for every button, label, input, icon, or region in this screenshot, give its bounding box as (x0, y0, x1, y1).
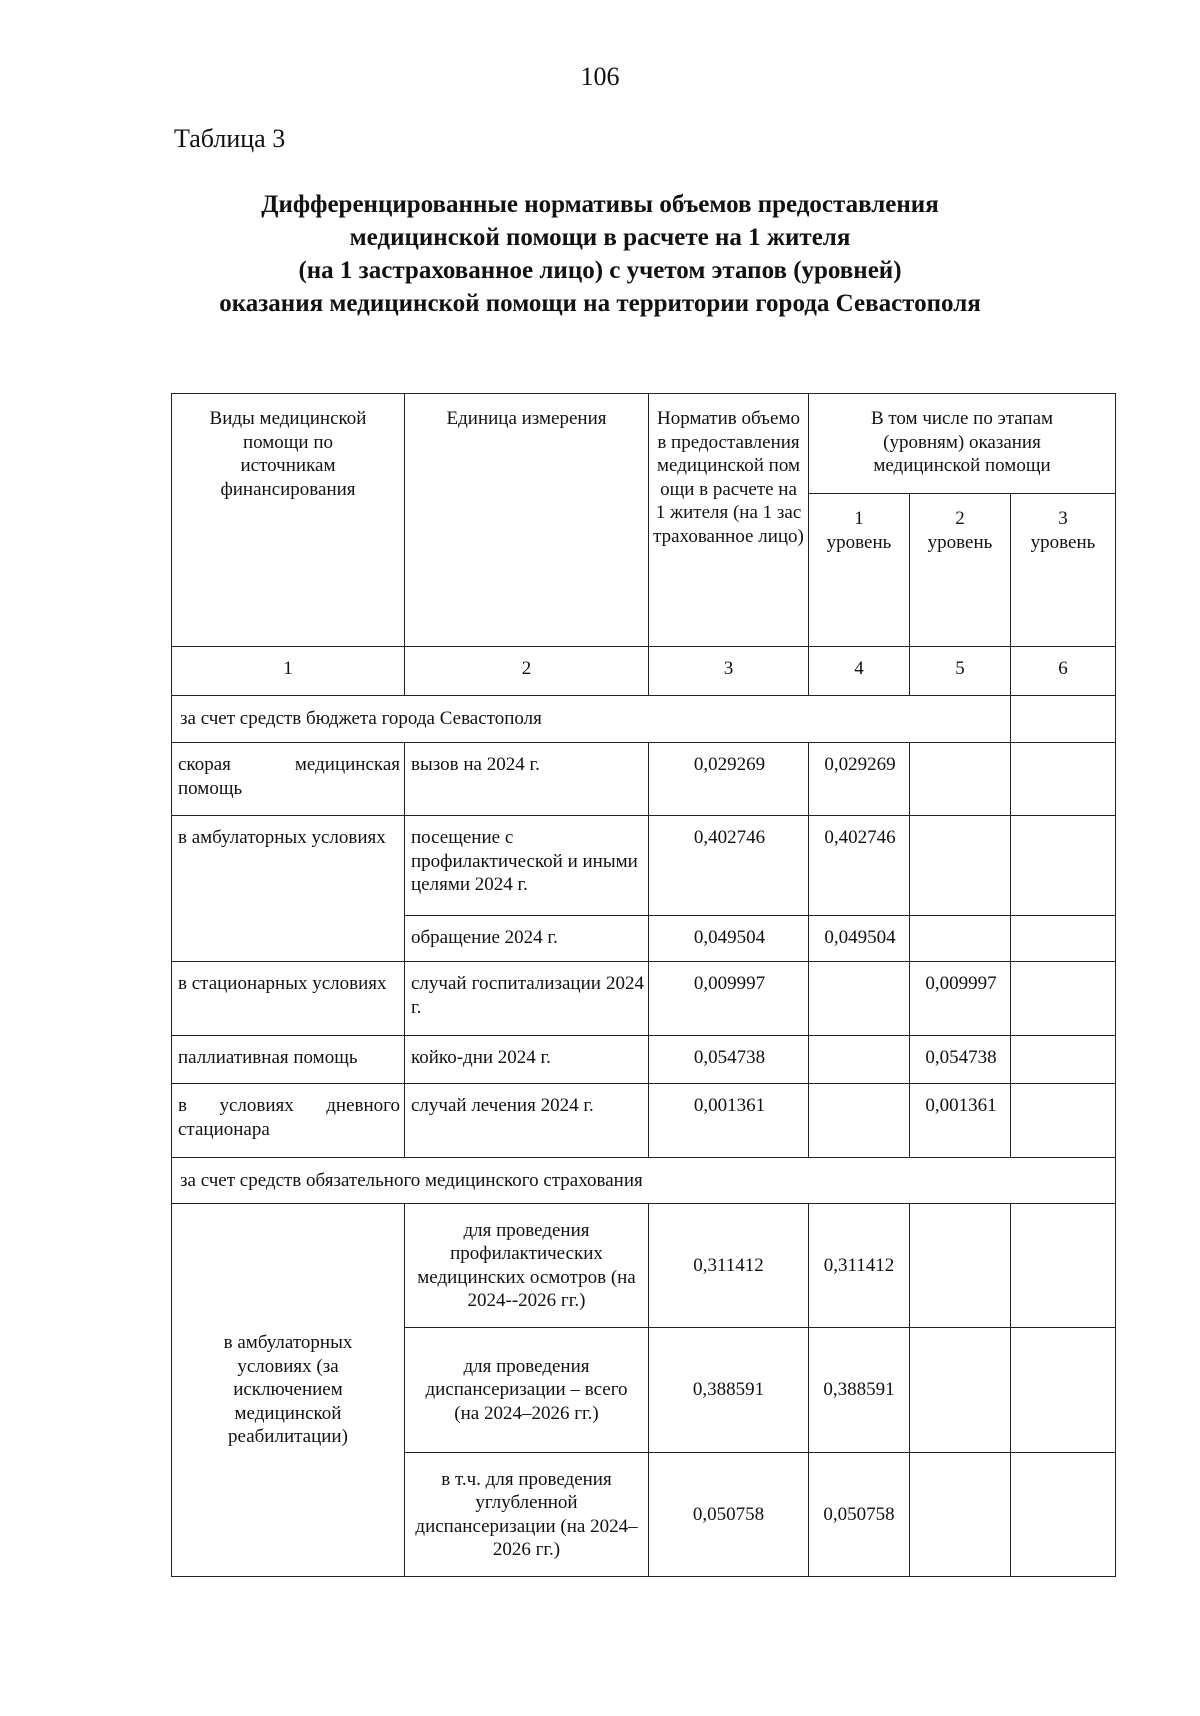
unit: койко-дни 2024 г. (405, 1036, 649, 1084)
unit: случай госпитализации 2024 г. (405, 962, 649, 1036)
column-number: 1 (172, 647, 405, 696)
unit: вызов на 2024 г. (405, 743, 649, 816)
level-2-value: 0,009997 (910, 962, 1011, 1036)
table-row (172, 743, 1116, 816)
unit: обращение 2024 г. (405, 916, 649, 962)
header-medical-care-types: Виды медицинской помощи по источникам финансирования (172, 394, 405, 647)
norm-value: 0,001361 (649, 1084, 809, 1158)
norm-value: 0,402746 (649, 816, 809, 916)
level-1-value: 0,311412 (809, 1204, 910, 1328)
table-label: Таблица 3 (174, 124, 286, 153)
column-number: 3 (649, 647, 809, 696)
column-number-row (172, 647, 1116, 696)
level-1-value: 0,050758 (809, 1453, 910, 1577)
unit: для проведения диспансеризации – всего (на 2024–2026 гг.) (405, 1328, 649, 1453)
column-number: 6 (1011, 647, 1116, 696)
level-1-value: 0,388591 (809, 1328, 910, 1453)
column-number: 4 (809, 647, 910, 696)
norm-value: 0,054738 (649, 1036, 809, 1084)
table-row (172, 816, 1116, 916)
table-row (172, 1204, 1116, 1328)
header-level-3: 3 уровень (1011, 494, 1116, 647)
norm-value: 0,050758 (649, 1453, 809, 1577)
level-1-value: 0,402746 (809, 816, 910, 916)
column-number: 2 (405, 647, 649, 696)
title-line-4: оказания медицинской помощи на территории города Севастополя (219, 290, 981, 317)
unit: случай лечения 2024 г. (405, 1084, 649, 1158)
header-row (172, 394, 1116, 494)
care-type: паллиативная помощь (172, 1036, 405, 1084)
title-line-3: (на 1 застрахованное лицо) с учетом этапов (уровней) (298, 257, 902, 284)
page-number: 106 (580, 62, 620, 91)
section-budget: за счет средств бюджета города Севастополя (172, 696, 1011, 743)
document-title (150, 188, 1050, 320)
care-type: в амбулаторных условиях (172, 816, 405, 962)
care-type: в амбулаторных условиях (за исключением медицинской реабилитации) (172, 1204, 405, 1577)
header-norm: Норматив объемов предоставления медицинской помощи в расчете на 1 жителя (на 1 застрахованное лицо) (649, 394, 809, 647)
section-oms: за счет средств обязательного медицинского страхования (172, 1158, 1116, 1204)
level-2-value: 0,001361 (910, 1084, 1011, 1158)
header-levels-group: В том числе по этапам (уровням) оказания медицинской помощи (809, 394, 1116, 494)
column-number: 5 (910, 647, 1011, 696)
unit: для проведения профилактических медицинских осмотров (на 2024-‐2026 гг.) (405, 1204, 649, 1328)
norm-value: 0,388591 (649, 1328, 809, 1453)
header-unit: Единица измерения (405, 394, 649, 647)
level-1-value: 0,049504 (809, 916, 910, 962)
unit: в т.ч. для проведения углубленной диспансеризации (на 2024–2026 гг.) (405, 1453, 649, 1577)
norms-table (171, 393, 1116, 1577)
care-type: скорая медицинская помощь (172, 743, 405, 816)
level-2-value: 0,054738 (910, 1036, 1011, 1084)
header-level-2: 2 уровень (910, 494, 1011, 647)
table-row (172, 962, 1116, 1036)
norm-value: 0,009997 (649, 962, 809, 1036)
section-row-oms (172, 1158, 1116, 1204)
norm-value: 0,311412 (649, 1204, 809, 1328)
norm-value: 0,049504 (649, 916, 809, 962)
header-level-1: 1 уровень (809, 494, 910, 647)
norm-value: 0,029269 (649, 743, 809, 816)
care-type: в стационарных условиях (172, 962, 405, 1036)
section-row-budget (172, 696, 1116, 743)
title-line-1: Дифференцированные нормативы объемов предоставления (261, 191, 939, 218)
care-type: в условиях дневного стационара (172, 1084, 405, 1158)
table-row (172, 1036, 1116, 1084)
unit: посещение с профилактической и иными целями 2024 г. (405, 816, 649, 916)
level-1-value: 0,029269 (809, 743, 910, 816)
title-line-2: медицинской помощи в расчете на 1 жителя (349, 224, 851, 251)
table-row (172, 1084, 1116, 1158)
